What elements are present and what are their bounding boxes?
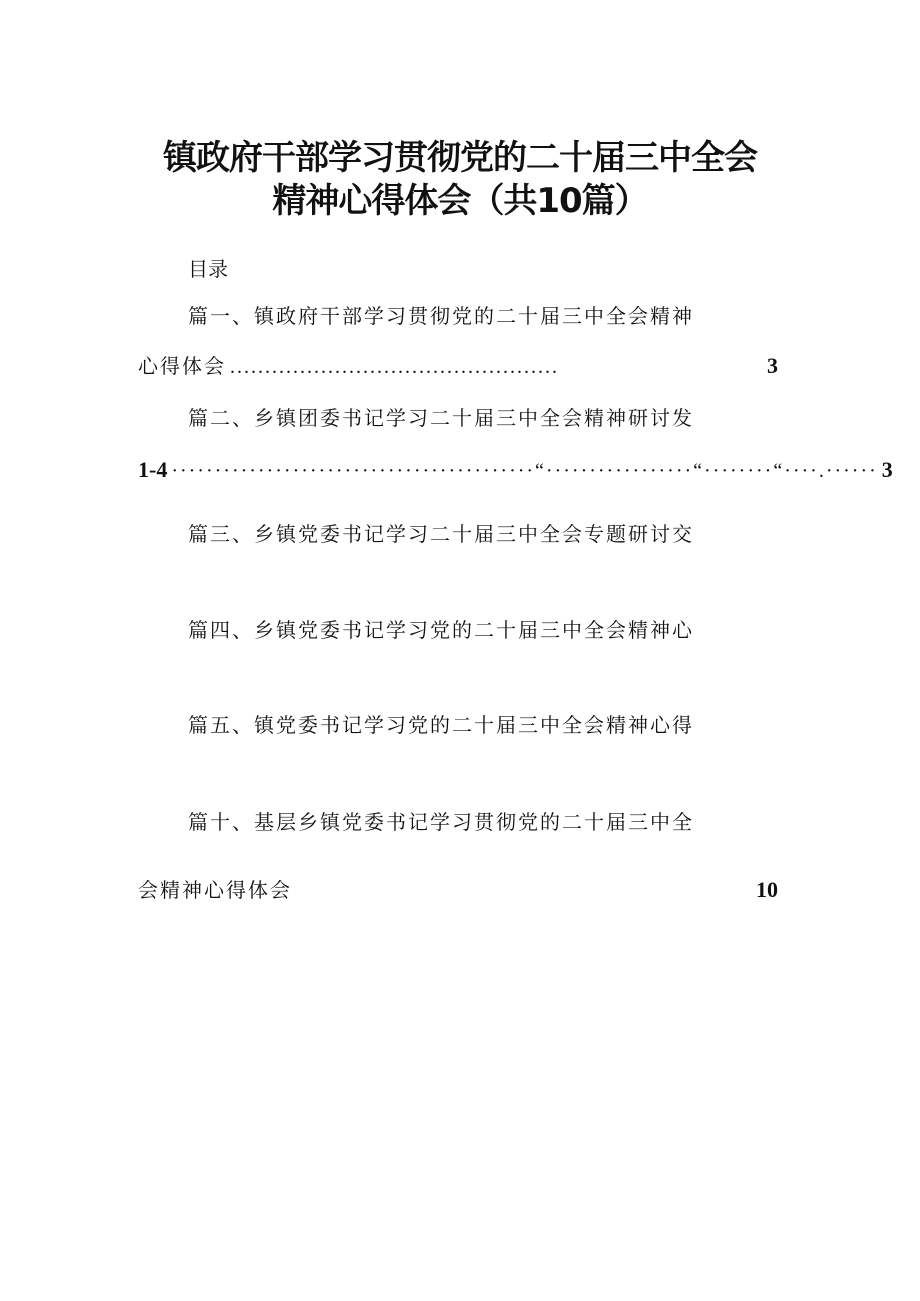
- toc-entry-1-line-1[interactable]: 篇一、镇政府干部学习贯彻党的二十届三中全会精神: [188, 304, 694, 328]
- title-line-1: 镇政府干部学习贯彻党的二十届三中全会: [163, 138, 757, 178]
- toc-entry-10-row[interactable]: [138, 877, 778, 903]
- toc-entry-10-page: 10: [756, 877, 778, 902]
- toc-entry-2-row[interactable]: [138, 457, 893, 483]
- toc-entry-2-line-1[interactable]: 篇二、乡镇团委书记学习二十届三中全会精神研讨发: [188, 406, 694, 430]
- toc-entry-1-page: 3: [767, 353, 778, 378]
- toc-entry-5-line-1[interactable]: 篇五、镇党委书记学习党的二十届三中全会精神心得: [188, 713, 694, 737]
- title-line-2: 精神心得体会（共10篇）: [272, 181, 648, 221]
- toc-entry-1-row[interactable]: [138, 353, 778, 379]
- toc-entry-2-leader: ··········································“·················“········“····.······: [171, 460, 878, 482]
- toc-entry-1-line-2: 心得体会: [138, 354, 226, 378]
- toc-entry-10-line-2: 会精神心得体会: [138, 878, 292, 902]
- toc-entry-2-page: 3: [881, 457, 893, 482]
- toc-entry-10-line-1[interactable]: 篇十、基层乡镇党委书记学习贯彻党的二十届三中全: [188, 810, 694, 834]
- toc-heading: 目录: [188, 257, 228, 281]
- toc-entry-1-leader: ...............................................: [230, 356, 559, 378]
- toc-entry-4-line-1[interactable]: 篇四、乡镇党委书记学习党的二十届三中全会精神心: [188, 618, 694, 642]
- toc-entry-3-line-1[interactable]: 篇三、乡镇党委书记学习二十届三中全会专题研讨交: [188, 522, 694, 546]
- toc-entry-2-line-2: 1-4: [138, 457, 168, 482]
